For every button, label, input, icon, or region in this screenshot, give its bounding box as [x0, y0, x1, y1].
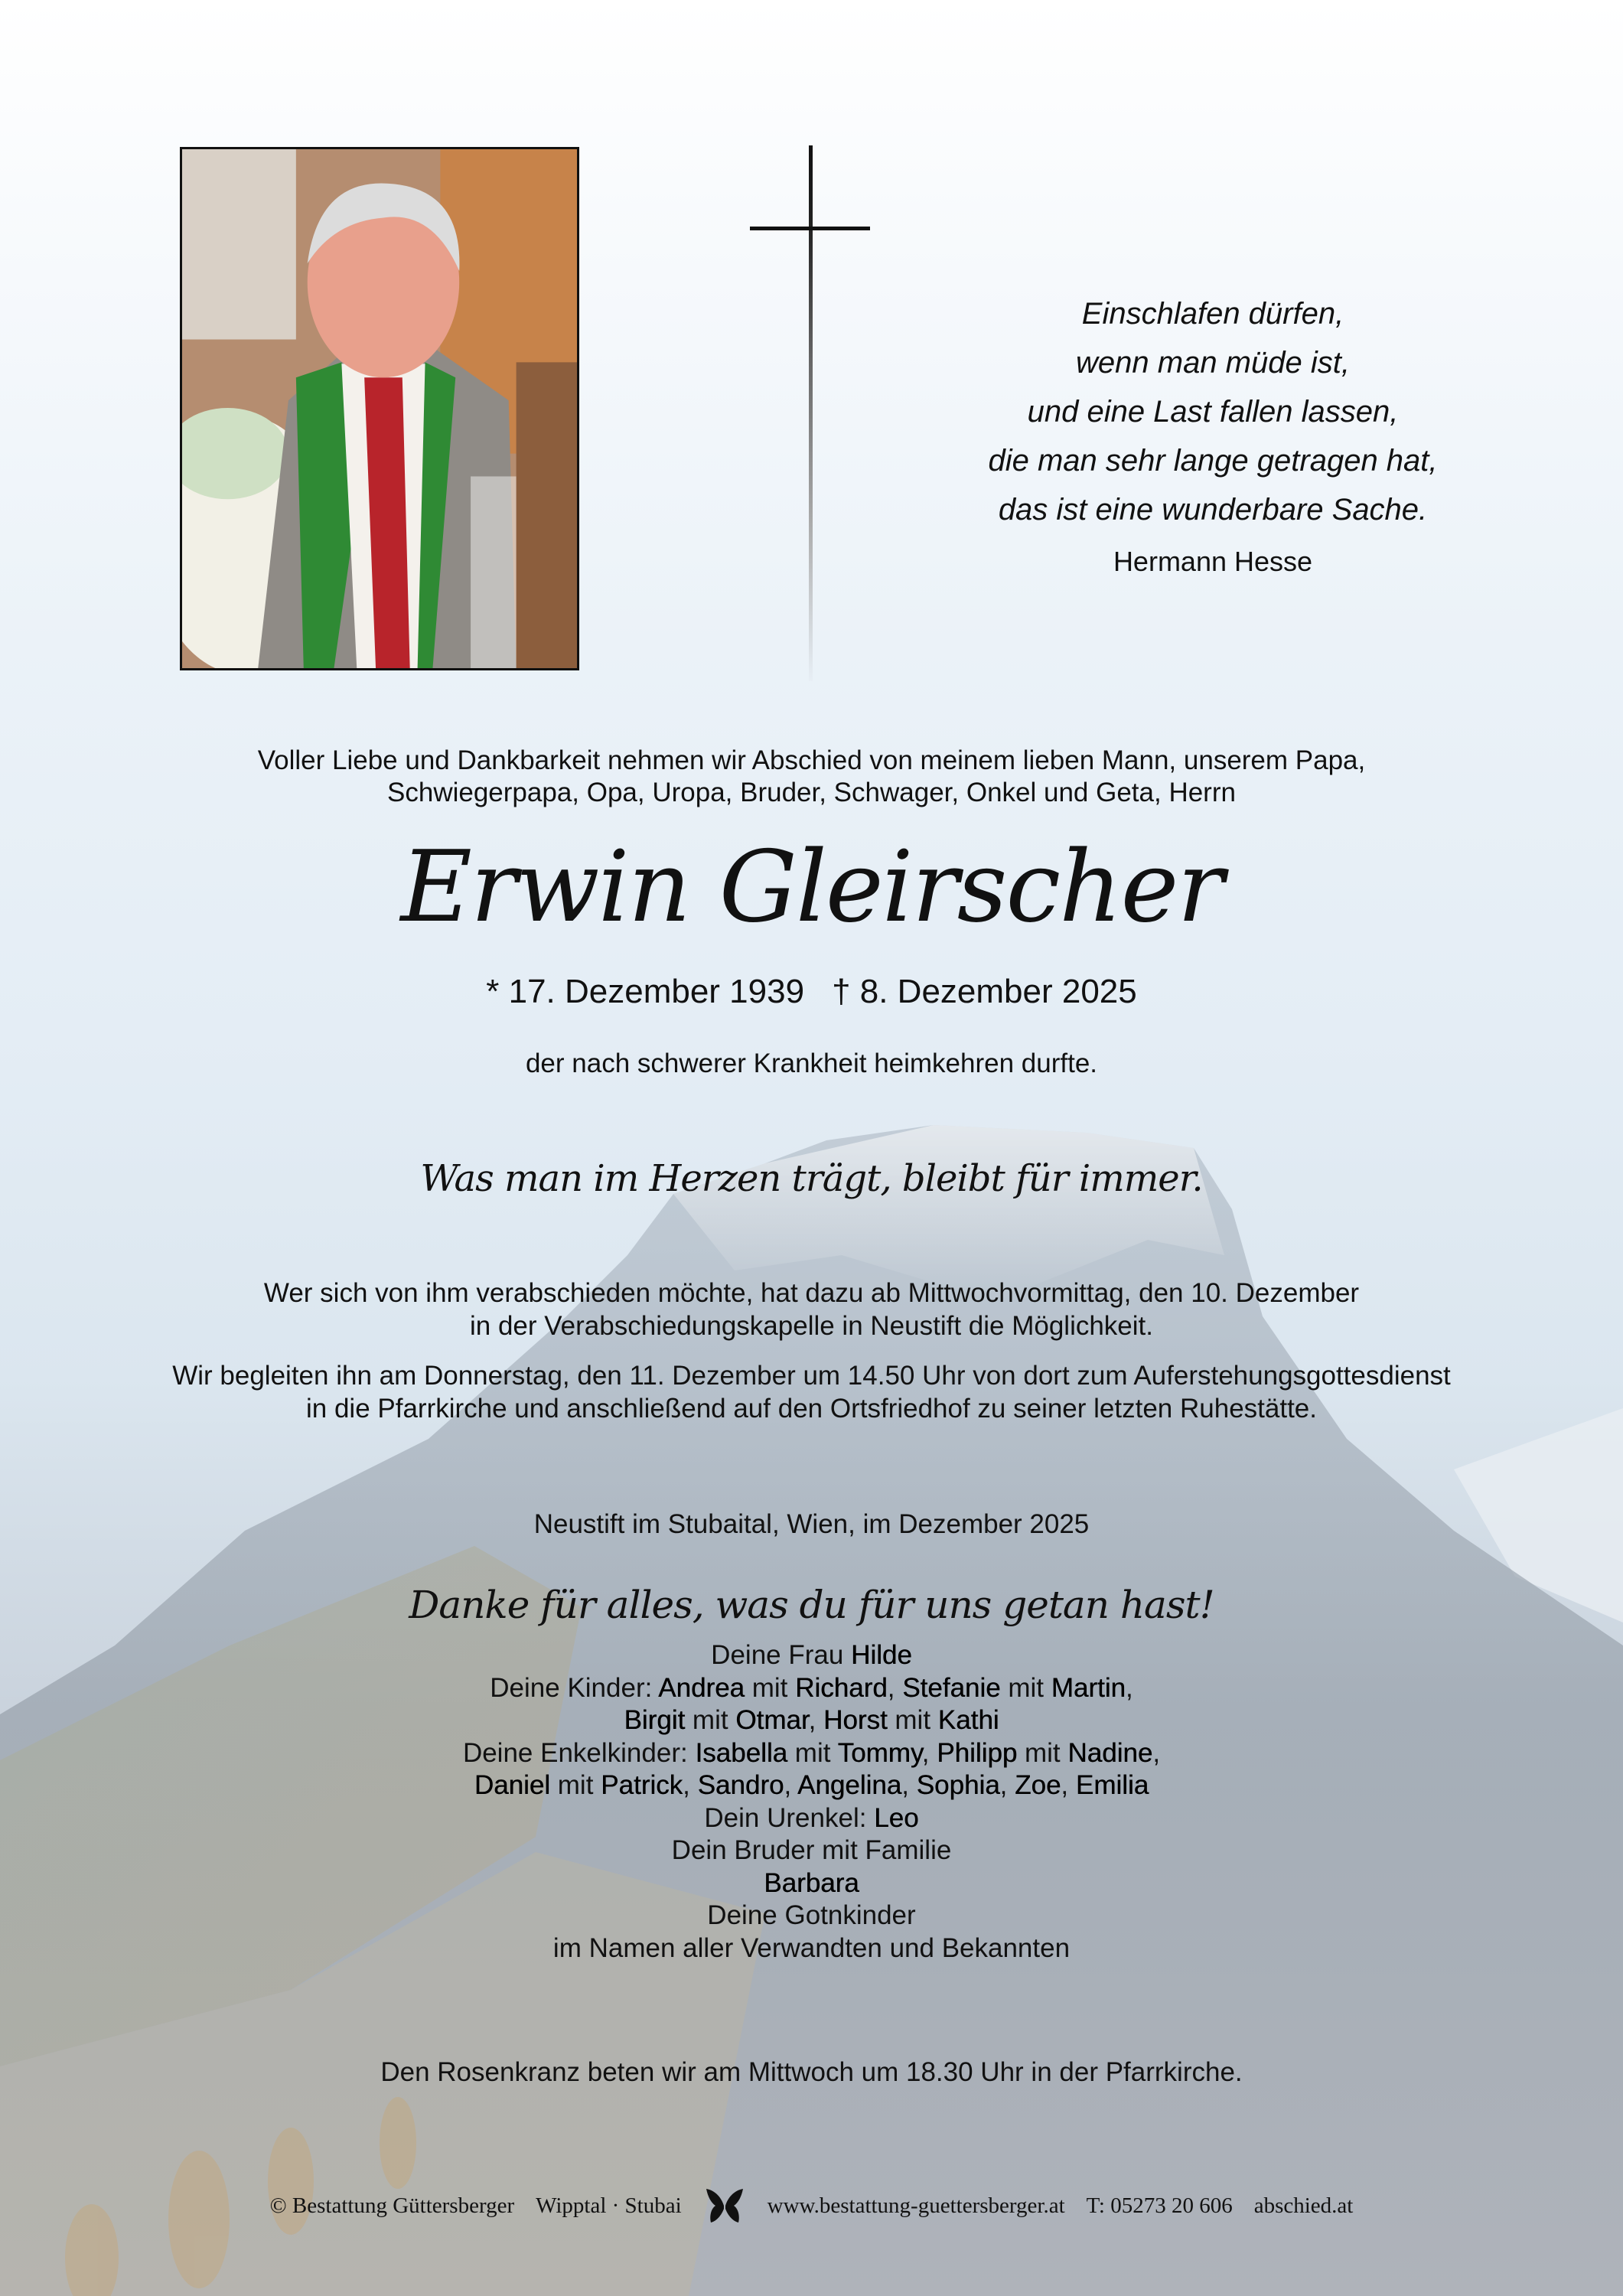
footer — [0, 2187, 1623, 2224]
footer-phone: T: 05273 20 606 — [1086, 2193, 1233, 2218]
life-dates — [0, 970, 1623, 1013]
intro-line-1: Voller Liebe und Dankbarkeit nehmen wir Abschied von meinem lieben Mann, unserem Papa, — [257, 745, 1366, 775]
cross-icon-vertical — [809, 145, 813, 681]
footer-website[interactable]: www.bestattung-guettersberger.at — [767, 2193, 1065, 2218]
family-great-grandchild: Dein Urenkel: Leo — [704, 1802, 919, 1833]
footer-portal[interactable]: abschied.at — [1253, 2193, 1354, 2218]
death-date: † 8. Dezember 2025 — [832, 973, 1137, 1010]
memorial-quote: Was man im Herzen trägt, bleibt für immer. — [420, 1157, 1203, 1200]
family-grandkids-1: Deine Enkelkinder: Isabella mit Tommy, Philipp mit Nadine, — [462, 1737, 1161, 1768]
intro-line-2: Schwiegerpapa, Opa, Uropa, Bruder, Schwager, Onkel und Geta, Herrn — [387, 778, 1236, 807]
footer-region: Wipptal · Stubai — [536, 2193, 682, 2218]
farewell-paragraph-2 — [0, 1359, 1623, 1425]
family-sister: Barbara — [764, 1867, 859, 1898]
rosary-notice: Den Rosenkranz beten wir am Mittwoch um 18.30 Uhr in der Pfarrkirche. — [380, 2057, 1243, 2087]
intro-text — [0, 745, 1623, 809]
poem-line: und eine Last fallen lassen, — [1027, 395, 1399, 429]
farewell-p2-line2: in die Pfarrkirche und anschließend auf den Ortsfriedhof zu seiner letzten Ruhestätte. — [305, 1394, 1317, 1424]
thanks-quote: Danke für alles, was du für uns getan hast! — [409, 1583, 1214, 1627]
farewell-paragraph-1 — [0, 1277, 1623, 1342]
poem-line: wenn man müde ist, — [1076, 346, 1350, 380]
farewell-p1-line1: Wer sich von ihm verabschieden möchte, hat dazu ab Mittwochvormittag, den 10. Dezember — [263, 1278, 1360, 1308]
portrait-photo — [180, 147, 579, 670]
poem-author: Hermann Hesse — [1113, 546, 1313, 577]
farewell-p2-line1: Wir begleiten ihn am Donnerstag, den 11. Dezember um 14.50 Uhr von dort zum Auferstehungsgottesdienst — [172, 1361, 1451, 1391]
deceased-name: Erwin Gleirscher — [400, 830, 1223, 944]
place-date: Neustift im Stubaital, Wien, im Dezember 2025 — [533, 1509, 1090, 1539]
farewell-p1-line2: in der Verabschiedungskapelle in Neustift die Möglichkeit. — [469, 1311, 1153, 1341]
family-grandkids-2: Daniel mit Patrick, Sandro, Angelina, Sophia, Zoe, Emilia — [474, 1770, 1149, 1800]
cross-icon-horizontal — [750, 227, 870, 230]
family-godchildren: Deine Gotnkinder — [707, 1900, 916, 1930]
family-closing: im Namen aller Verwandten und Bekannten — [552, 1932, 1071, 1963]
family-kids-2: Birgit mit Otmar, Horst mit Kathi — [624, 1705, 999, 1735]
birth-date: * 17. Dezember 1939 — [486, 973, 805, 1010]
poem-line: die man sehr lange getragen hat, — [988, 444, 1438, 478]
poem-line: das ist eine wunderbare Sache. — [998, 493, 1428, 527]
family-list — [0, 1639, 1623, 1965]
butterfly-icon — [705, 2187, 745, 2224]
family-kids-1: Deine Kinder: Andrea mit Richard, Stefanie mit Martin, — [490, 1672, 1133, 1703]
portrait-image — [182, 149, 577, 668]
subline: der nach schwerer Krankheit heimkehren durfte. — [525, 1049, 1098, 1078]
footer-company: © Bestattung Güttersberger — [269, 2193, 515, 2218]
poem-block — [918, 289, 1507, 586]
family-wife: Deine Frau Hilde — [711, 1640, 912, 1670]
poem-line: Einschlafen dürfen, — [1081, 297, 1344, 331]
family-brother: Dein Bruder mit Familie — [671, 1835, 952, 1865]
